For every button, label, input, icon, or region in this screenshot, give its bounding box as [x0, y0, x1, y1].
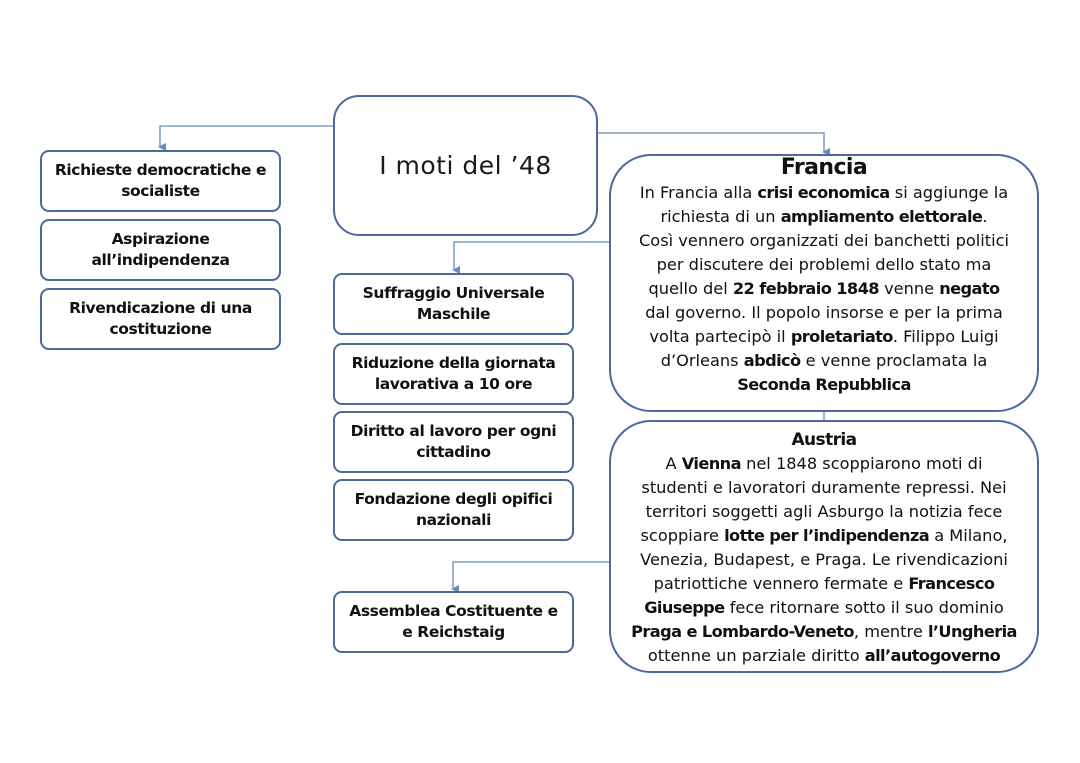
- left-item-constitution: Rivendicazione di una costituzione: [40, 288, 281, 350]
- text-line: [631, 476, 1017, 500]
- text-run: dal governo. Il popolo insorse e per la prima: [645, 303, 1003, 322]
- bold-run: Giuseppe: [644, 598, 725, 617]
- text-line: [631, 572, 1017, 596]
- text-run: d’Orleans: [660, 351, 744, 370]
- bold-run: Francesco: [908, 574, 995, 593]
- bold-run: Seconda Repubblica: [737, 375, 911, 394]
- text-run: per discutere dei problemi dello stato ma: [656, 255, 992, 274]
- text-run: A: [665, 454, 682, 473]
- middle-item-workday: Riduzione della giornata lavorativa a 10 ore: [333, 343, 574, 405]
- bold-run: 22 febbraio 1848: [732, 279, 879, 298]
- bold-run: lotte per l’indipendenza: [724, 526, 930, 545]
- page-title: I moti del ’48: [379, 151, 552, 180]
- text-line: [639, 373, 1009, 397]
- francia-heading: Francia: [780, 155, 868, 180]
- bold-run: all’autogoverno: [864, 646, 1001, 665]
- text-line: [631, 548, 1017, 572]
- left-item-independence: Aspirazione all’indipendenza: [40, 219, 281, 281]
- text-line: [631, 524, 1017, 548]
- text-run: . Filippo Luigi: [892, 327, 999, 346]
- text-run: Così vennero organizzati dei banchetti politici: [639, 231, 1009, 250]
- francia-text: [639, 181, 1009, 397]
- text-run: Venezia, Budapest, e Praga. Le rivendicazioni: [640, 550, 1008, 569]
- text-line: [631, 620, 1017, 644]
- text-line: [631, 644, 1017, 668]
- text-run: In Francia alla: [639, 183, 758, 202]
- text-run: , mentre: [853, 622, 928, 641]
- bold-run: proletariato: [790, 327, 893, 346]
- francia-box: [609, 154, 1039, 412]
- connector-title-francia: [597, 133, 824, 152]
- text-line: [639, 205, 1009, 229]
- text-run: richiesta di un: [660, 207, 781, 226]
- text-line: [639, 253, 1009, 277]
- text-line: [631, 452, 1017, 476]
- text-line: [639, 181, 1009, 205]
- bold-run: Praga e Lombardo-Veneto: [631, 622, 854, 641]
- text-line: [639, 277, 1009, 301]
- text-line: [639, 301, 1009, 325]
- text-line: [631, 500, 1017, 524]
- text-run: volta partecipò il: [649, 327, 791, 346]
- assembly-item: Assemblea Costituente e e Reichstaig: [333, 591, 574, 653]
- text-line: [631, 596, 1017, 620]
- connector-francia-middle: [454, 242, 612, 270]
- title-box: [333, 95, 598, 236]
- connector-austria-assembly: [453, 562, 612, 589]
- austria-box: [609, 420, 1039, 673]
- austria-heading: Austria: [791, 430, 857, 450]
- austria-text: [631, 452, 1017, 668]
- left-item-democratic: Richieste democratiche e socialiste: [40, 150, 281, 212]
- text-line: [639, 349, 1009, 373]
- text-run: ottenne un parziale diritto: [647, 646, 865, 665]
- text-run: quello del: [648, 279, 733, 298]
- text-run: si aggiunge la: [889, 183, 1009, 202]
- bold-run: Vienna: [681, 454, 741, 473]
- middle-item-suffrage: Suffraggio Universale Maschile: [333, 273, 574, 335]
- text-run: scoppiare: [640, 526, 725, 545]
- middle-item-right-to-work: Diritto al lavoro per ogni cittadino: [333, 411, 574, 473]
- middle-item-workshops: Fondazione degli opifici nazionali: [333, 479, 574, 541]
- text-run: patriottiche vennero fermate e: [653, 574, 909, 593]
- bold-run: negato: [939, 279, 1000, 298]
- text-run: territori soggetti agli Asburgo la notizia fece: [645, 502, 1003, 521]
- bold-run: crisi economica: [757, 183, 890, 202]
- text-run: fece ritornare sotto il suo dominio: [724, 598, 1004, 617]
- text-run: studenti e lavoratori duramente repressi. Nei: [641, 478, 1007, 497]
- text-run: .: [982, 207, 988, 226]
- text-line: [639, 325, 1009, 349]
- text-run: venne: [878, 279, 940, 298]
- bold-run: ampliamento elettorale: [780, 207, 983, 226]
- text-run: a Milano,: [929, 526, 1008, 545]
- bold-run: l’Ungheria: [927, 622, 1017, 641]
- text-run: e venne proclamata la: [800, 351, 988, 370]
- bold-run: abdicò: [743, 351, 801, 370]
- text-run: nel 1848 scoppiarono moti di: [740, 454, 983, 473]
- connector-title-left: [160, 126, 334, 147]
- text-line: [639, 229, 1009, 253]
